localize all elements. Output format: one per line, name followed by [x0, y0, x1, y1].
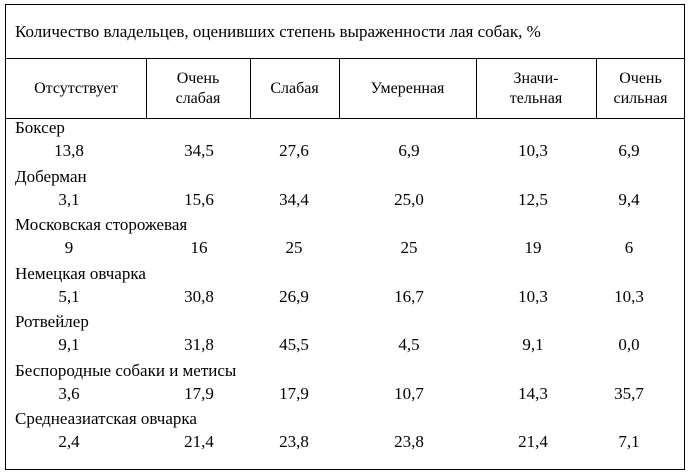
- table-cell-value: 3,1: [58, 189, 80, 209]
- table-cell-value: 19: [524, 238, 542, 257]
- table-cell-value: 25,0: [394, 189, 424, 209]
- column-header-line1: Умеренная: [370, 79, 445, 97]
- table-cell-value: 25: [285, 238, 303, 257]
- breed-name: Боксер: [15, 118, 65, 137]
- table-cell-value: 25: [400, 238, 418, 257]
- header-divider: [6, 118, 684, 119]
- column-header-line2: слабая: [175, 89, 221, 107]
- column-header-line1: Очень: [619, 69, 662, 87]
- table-cell-value: 9,1: [58, 335, 80, 354]
- breed-name: Московская сторожевая: [15, 215, 188, 234]
- breed-name: Немецкая овчарка: [15, 263, 146, 283]
- table-cell-value: 12,5: [518, 189, 548, 209]
- table-cell-value: 16: [190, 238, 208, 257]
- table-cell-value: 6: [624, 238, 634, 257]
- table-cell-value: 10,3: [518, 286, 548, 306]
- breed-name: Ротвейлер: [15, 312, 89, 331]
- table-cell-value: 45,5: [279, 335, 309, 354]
- table-cell-value: 6,9: [398, 141, 420, 160]
- table-cell-value: 34,4: [279, 189, 309, 209]
- column-header-line1: Очень: [176, 69, 220, 87]
- table-cell-value: 35,7: [614, 383, 644, 403]
- column-header-line1: Слабая: [270, 79, 319, 97]
- column-header: [476, 59, 596, 118]
- column-header-line2: тельная: [509, 89, 563, 107]
- table-cell-value: 17,9: [184, 383, 214, 403]
- table-cell-value: 9,4: [618, 189, 640, 209]
- table-cell-value: 26,9: [279, 286, 309, 306]
- barking-table: [5, 4, 685, 470]
- table-cell-value: 13,8: [54, 141, 84, 160]
- table-cell-value: 27,6: [279, 141, 309, 160]
- table-cell-value: 30,8: [184, 286, 214, 306]
- table-cell-value: 14,3: [518, 383, 548, 403]
- column-header-line1: Значи-: [513, 69, 559, 87]
- table-cell-value: 4,5: [398, 335, 420, 354]
- table-cell-value: 5,1: [58, 286, 80, 306]
- column-header: [339, 59, 476, 118]
- table-cell-value: 0,0: [618, 335, 640, 354]
- breed-name: Доберман: [15, 166, 87, 186]
- table-cell-value: 7,1: [618, 432, 640, 451]
- table-cell-value: 10,3: [614, 286, 644, 306]
- table-cell-value: 15,6: [184, 189, 214, 209]
- table-cell-value: 10,7: [394, 383, 424, 403]
- column-header: [250, 59, 339, 118]
- table-cell-value: 2,4: [58, 432, 80, 451]
- column-header: [6, 59, 146, 118]
- breed-name: Беспородные собаки и метисы: [15, 360, 237, 380]
- table-cell-value: 10,3: [518, 141, 548, 160]
- table-cell-value: 21,4: [184, 432, 214, 451]
- table-title: Количество владельцев, оценивших степень выраженности лая собак, %: [6, 5, 684, 59]
- table-cell-value: 6,9: [618, 141, 640, 160]
- table-cell-value: 9: [64, 238, 74, 257]
- table-cell-value: 16,7: [394, 286, 424, 306]
- breed-name: Среднеазиатская овчарка: [15, 409, 197, 428]
- table-cell-value: 9,1: [522, 335, 544, 354]
- table-cell-value: 31,8: [184, 335, 214, 354]
- column-header-line1: Отсутствует: [34, 79, 118, 97]
- table-cell-value: 23,8: [279, 432, 309, 451]
- column-header-line2: сильная: [613, 89, 668, 107]
- column-header: [596, 59, 685, 118]
- table-cell-value: 21,4: [518, 432, 548, 451]
- table-cell-value: 34,5: [184, 141, 214, 160]
- table-cell-value: 23,8: [394, 432, 424, 451]
- table-cell-value: 3,6: [58, 383, 80, 403]
- table-cell-value: 17,9: [279, 383, 309, 403]
- column-header: [146, 59, 250, 118]
